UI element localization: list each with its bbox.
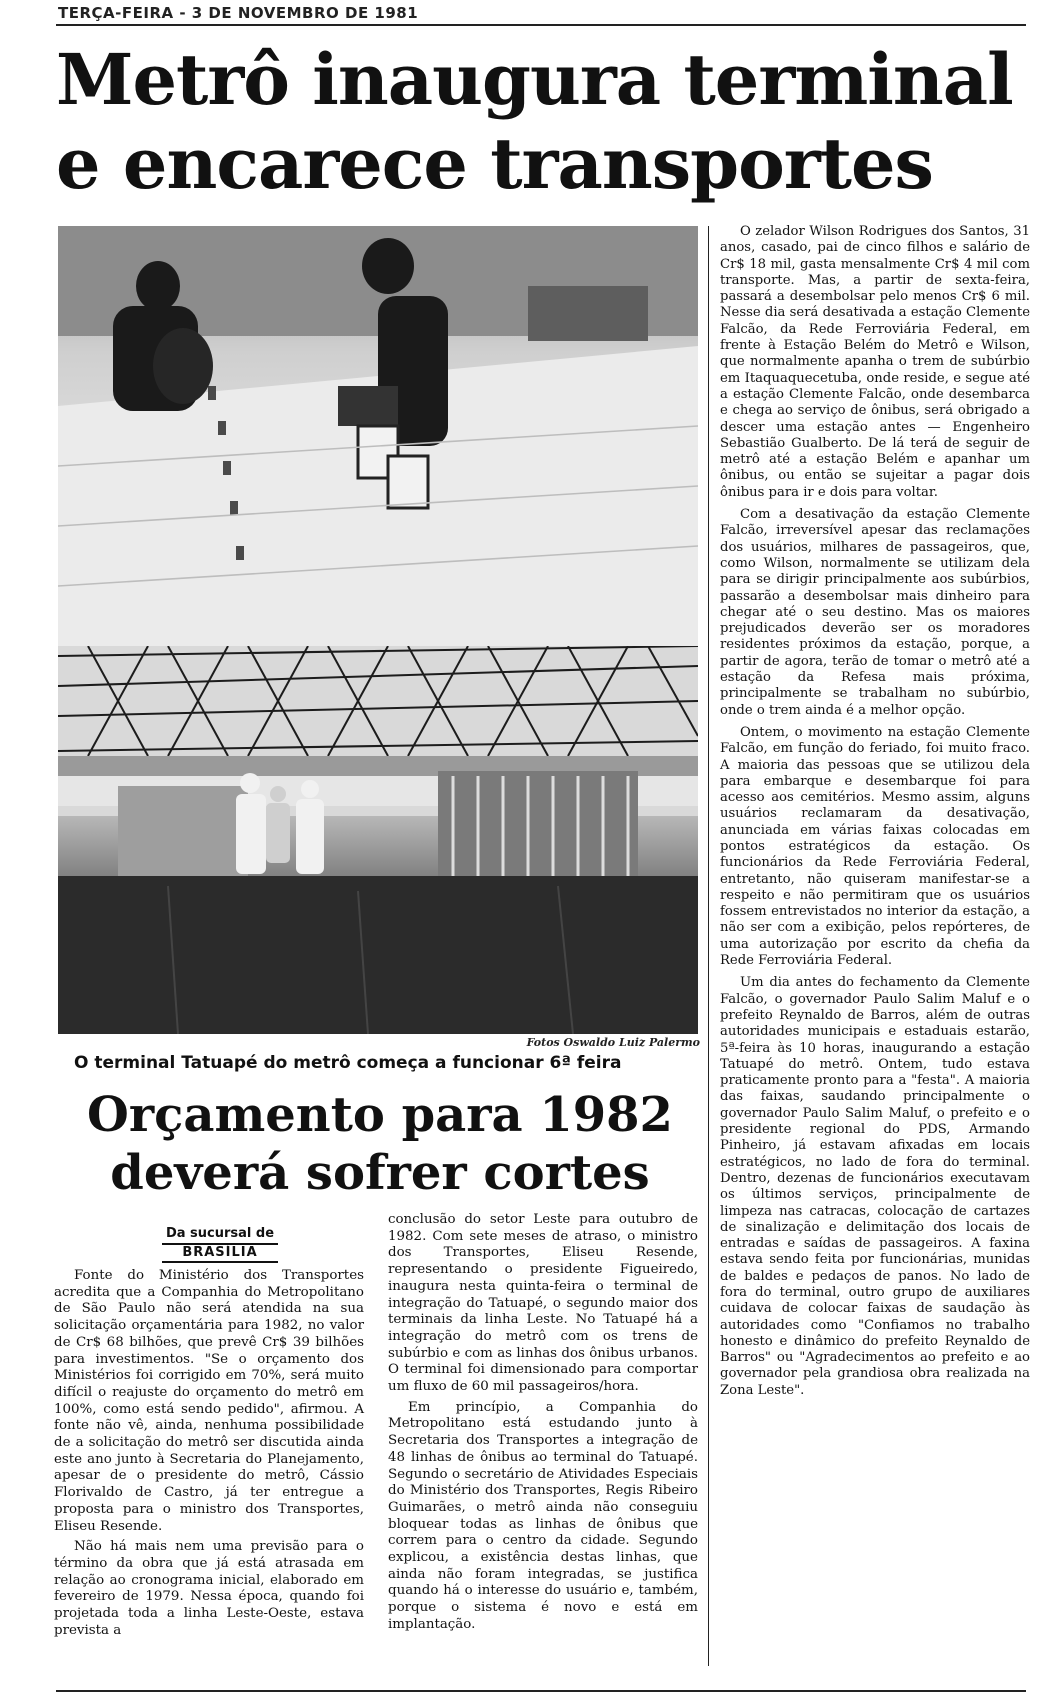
top-rule (56, 24, 1026, 26)
photo-credit: Fotos Oswaldo Luiz Palermo (526, 1036, 700, 1049)
article-paragraph: Fonte do Ministério dos Transportes acredita que a Companhia do Metropolitano de São Paulo não será atendida na sua solicitação orçamentária para 1982, no valor de Cr$ 68 bilhões, que prevê Cr$ 39 bilhões para investimentos. "Se o orçamento dos Ministérios foi corrigido em 70%, será muito difícil o reajuste do orçamento do metrô em 100%, como está sendo pedido", afirmou. A fonte não vê, ainda, nenhuma possibilidade de a solicitação do metrô ser discutida ainda este ano junto à Secretaria do Planejamento, apesar de o presidente do metrô, Cássio Florivaldo de Castro, já ter entregue a proposta para o ministro dos Transportes, Eliseu Resende. (54, 1268, 364, 1534)
byline (150, 1226, 290, 1263)
article-paragraph: Um dia antes do fechamento da Clemente Falcão, o governador Paulo Salim Maluf e o prefeito Reynaldo de Barros, além de outras autoridades municipais e estaduais estarão, 5ª-feira às 10 horas, inaugurando a estação Tatuapé do metrô. Ontem, tudo estava praticamente pronto para a "festa". A maioria das faixas, saudando principalmente o governador Paulo Salim Maluf, o prefeito e o presidente regional do PDS, Armando Pinheiro, já estavam afixadas em locais estratégicos, no lado de fora do terminal. Dentro, dezenas de funcionários executavam os últimos serviços, principalmente de limpeza nas catracas, colocação de cartazes de sinalização e delimitação dos locais de entradas e saídas de passageiros. A faxina estava sendo feita por funcionárias, munidas de baldes e pedaços de panos. No lado de fora do terminal, outro grupo de auxiliares cuidava de colocar faixas de saudação às autoridades como "Confiamos no trabalho honesto e dinâmico do prefeito Reynaldo de Barros" ou "Agradecimentos ao prefeito e ao governador pela grandiosa obra realizada na Zona Leste". (720, 975, 1030, 1398)
bottom-rule (56, 1690, 1026, 1692)
column-divider (708, 226, 709, 1666)
article-paragraph: Em princípio, a Companhia do Metropolitano está estudando junto à Secretaria dos Transportes a integração de 48 linhas de ônibus ao terminal do Tatuapé. Segundo o secretário de Atividades Especiais do Ministério dos Transportes, Regis Ribeiro Guimarães, o metrô ainda não conseguiu bloquear todas as linhas de ônibus que correm para o centro da cidade. Segundo explicou, a existência destas linhas, que ainda não foram integradas, se justifica quando há o interesse do usuário e, também, porque o sistema é novo e está em implantação. (388, 1399, 698, 1632)
budget-article-column-2 (388, 1212, 698, 1638)
secondary-headline-line1: Orçamento para 1982 (87, 1087, 673, 1143)
secondary-headline-line2: deverá sofrer cortes (110, 1145, 650, 1201)
article-paragraph: Com a desativação da estação Clemente Falcão, irreversível apesar das reclamações dos usuários, milhares de passageiros, que, como Wilson, normalmente se utilizam dela para se dirigir principalmente aos subúrbios, passarão a desembolsar mais dinheiro para chegar até o seu destino. Mas os maiores prejudicados deverão ser os moradores residentes próximos da estação, porque, a partir de agora, terão de tomar o metrô até a estação da Refesa mais próxima, principalmente se trabalham no subúrbio, onde o trem ainda é a melhor opção. (720, 507, 1030, 718)
article-paragraph: Ontem, o movimento na estação Clemente Falcão, em função do feriado, foi muito fraco. A maioria das pessoas que se utilizou dela para embarque e desembarque foi para acesso aos cemitérios. Mesmo assim, alguns usuários reclamaram da desativação, anunciada em várias faixas colocadas em pontos estratégicos da estação. Os funcionários da Rede Ferroviária Federal, entretanto, não quiseram manifestar-se a respeito e não permitiram que os usuários fossem entrevistados no interior da estação, a não ser com a exibição, pelos repórteres, de uma autorização por escrito da chefia da Rede Ferroviária Federal. (720, 724, 1030, 969)
byline-source: Da sucursal de (165, 1226, 275, 1241)
byline-city: BRASÍLIA (162, 1243, 278, 1263)
photo-caption: O terminal Tatuapé do metrô começa a funcionar 6ª feira (74, 1053, 622, 1073)
photo-terminal-construction (58, 646, 698, 1034)
photo-roof-workers-illustration (58, 226, 698, 646)
main-headline-line1: Metrô inaugura terminal (56, 38, 1013, 121)
main-headline-line2: e encarece transportes (56, 122, 933, 205)
budget-article-column-1 (54, 1268, 364, 1643)
photo-terminal-construction-illustration (58, 646, 698, 1034)
photo-roof-workers (58, 226, 698, 646)
main-headline (56, 38, 1026, 206)
terminal-article-column (720, 224, 1030, 1405)
dateline: TERÇA-FEIRA - 3 DE NOVEMBRO DE 1981 (58, 4, 419, 22)
article-paragraph: O zelador Wilson Rodrigues dos Santos, 31 anos, casado, pai de cinco filhos e salário de Cr$ 18 mil, gasta mensalmente Cr$ 4 mil com transporte. Mas, a partir de sexta-feira, passará a desembolsar pelo menos Cr$ 6 mil. Nesse dia será desativada a estação Clemente Falcão, da Rede Ferroviária Federal, em frente à Estação Belém do Metrô e Wilson, que normalmente apanha o trem de subúrbio em Itaquaquecetuba, onde reside, e segue até a estação Clemente Falcão, onde desembarca e chega ao serviço de ônibus, será obrigado a descer uma estação antes — Engenheiro Sebastião Gualberto. De lá terá de seguir de metrô até a estação Belém e apanhar um ônibus, ou então se sujeitar a pagar dois ônibus para ir e dois para voltar. (720, 224, 1030, 500)
article-paragraph: Não há mais nem uma previsão para o término da obra que já está atrasada em relação ao cronograma inicial, elaborado em fevereiro de 1979. Nessa época, quando foi projetada toda a linha Leste-Oeste, estava prevista a (54, 1539, 364, 1638)
article-paragraph: conclusão do setor Leste para outubro de 1982. Com sete meses de atraso, o ministro dos Transportes, Eliseu Resende, representando o presidente Figueiredo, inaugura nesta quinta-feira o terminal de integração do Tatuapé, o segundo maior dos terminais da linha Leste. No Tatuapé há a integração do metrô com os trens de subúrbio e com as linhas dos ônibus urbanos. O terminal foi dimensionado para comportar um fluxo de 60 mil passageiros/hora. (388, 1212, 698, 1395)
secondary-headline (60, 1086, 700, 1202)
